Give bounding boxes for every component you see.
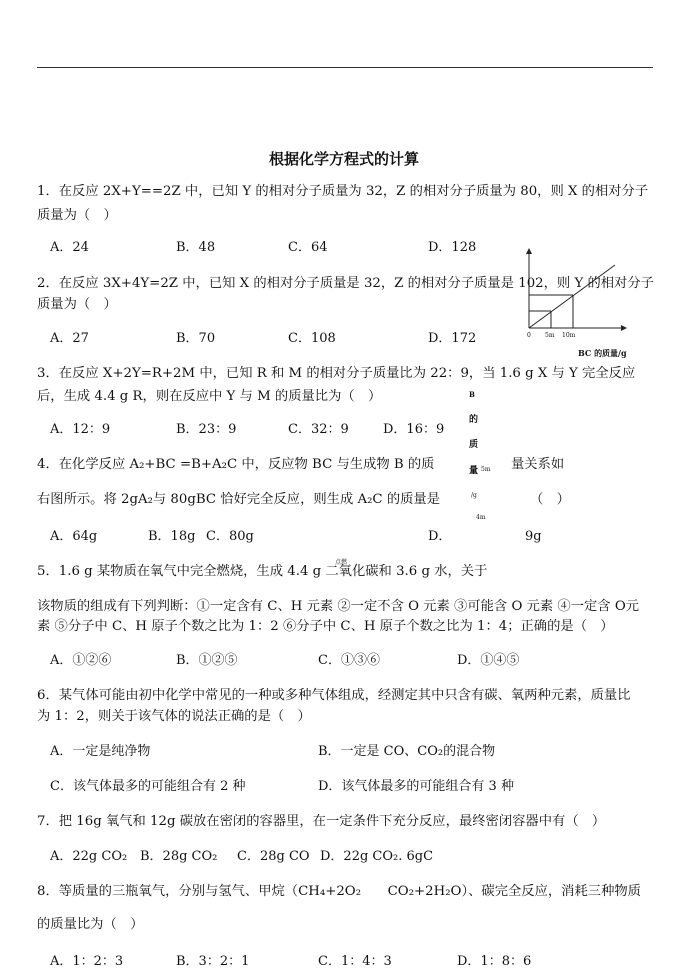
q4-answer-paren: （ ） bbox=[530, 492, 570, 507]
q3-option-d: D．16：9 bbox=[383, 422, 445, 437]
q5-ignite-label: 点燃 bbox=[335, 559, 348, 566]
q4-option-c: C．80g bbox=[206, 529, 254, 544]
q7-line1: 7．把 16g 氧气和 12g 碳放在密闭的容器里，在一定条件下充分反应，最终密闭容器中有（ ） bbox=[37, 814, 606, 829]
q6-line1: 6．某气体可能由初中化学中常见的一种或多种气体组成，经测定其中只含有碳、氧两种元素，质量比 bbox=[37, 688, 631, 703]
q5-line3: 素 ⑤分子中 C、H 原子个数之比为 1：2 ⑥分子中 C、H 原子个数之比为 1：4；正确的是（ ） bbox=[37, 619, 614, 634]
q2-line1: 2．在反应 3X+4Y=2Z 中，已知 X 的相对分子质量是 32，Z 的相对分子质量是 102，则 Y 的相对分子 bbox=[37, 276, 654, 291]
q4-line1-end: 量关系如 bbox=[511, 457, 565, 472]
graph-y-label-3: 质 bbox=[469, 440, 479, 450]
q5-option-c: C．①③⑥ bbox=[318, 653, 380, 668]
q7-option-b: B．28g CO₂ bbox=[140, 849, 218, 864]
q1-option-b: B．48 bbox=[176, 240, 216, 255]
q2-line2: 质量为（ ） bbox=[37, 297, 117, 312]
graph-xtick-0: 0 bbox=[527, 332, 531, 339]
q2-option-d: D．172 bbox=[428, 331, 477, 346]
q2-option-b: B．70 bbox=[176, 331, 216, 346]
q3-line1: 3．在反应 X+2Y=R+2M 中，已知 R 和 M 的相对分子质量比为 22：9，当 1.6 g X 与 Y 完全反应 bbox=[37, 366, 636, 381]
q2-option-a: A．27 bbox=[50, 331, 89, 346]
q8-line1: 8．等质量的三瓶氧气，分别与氢气、甲烷（CH₄+2O₂ CO₂+2H₂O）、碳完全反应，消耗三种物质 bbox=[37, 884, 641, 899]
q3-option-b: B．23：9 bbox=[176, 422, 237, 437]
q3-option-c: C．32：9 bbox=[288, 422, 349, 437]
q6-option-c: C．该气体最多的可能组合有 2 种 bbox=[50, 779, 246, 794]
q8-line2: 的质量比为（ ） bbox=[37, 917, 144, 932]
q3-option-a: A．12：9 bbox=[50, 422, 111, 437]
q2-option-c: C．108 bbox=[288, 331, 336, 346]
graph-y-unit: /g bbox=[471, 492, 477, 499]
q5-option-b: B．①②⑤ bbox=[176, 653, 238, 668]
q8-option-d: D．1：8：6 bbox=[457, 954, 532, 969]
mass-relation-graph bbox=[515, 245, 635, 340]
graph-xtick-10m: 10m bbox=[562, 332, 576, 339]
q4-option-b: B．18g bbox=[148, 529, 196, 544]
q4-option-d-value: 9g bbox=[525, 529, 542, 544]
q3-line2: 后，生成 4.4 g R，则在反应中 Y 与 M 的质量比为（ ） bbox=[37, 389, 382, 404]
q5-line1: 5．1.6 g 某物质在氧气中完全燃烧，生成 4.4 g 二氧化碳和 3.6 g 水，关于 bbox=[37, 564, 488, 579]
q1-line1: 1．在反应 2X+Y==2Z 中，已知 Y 的相对分子质量为 32，Z 的相对分子质量为 80，则 X 的相对分子 bbox=[37, 184, 649, 199]
q7-option-c: C．28g CO bbox=[237, 849, 310, 864]
graph-x-axis-label: BC 的质量/g bbox=[578, 348, 627, 358]
q1-option-c: C．64 bbox=[288, 240, 328, 255]
q4-option-d: D． bbox=[428, 529, 452, 544]
q5-option-a: A．①②⑥ bbox=[50, 653, 112, 668]
q6-option-d: D．该气体最多的可能组合有 3 种 bbox=[318, 779, 514, 794]
q5-option-d: D．①④⑤ bbox=[457, 653, 520, 668]
q8-option-b: B．3：2：1 bbox=[176, 954, 250, 969]
q6-line2: 为 1：2，则关于该气体的说法正确的是（ ） bbox=[37, 709, 311, 724]
q1-option-d: D．128 bbox=[428, 240, 477, 255]
graph-y-label-4: 量 bbox=[469, 466, 479, 476]
q4-option-a: A．64g bbox=[50, 529, 98, 544]
q1-option-a: A．24 bbox=[50, 240, 89, 255]
q5-line2: 该物质的组成有下列判断：①一定含有 C、H 元素 ②一定不含 O 元素 ③可能含 O 元素 ④一定含 O元 bbox=[37, 599, 640, 614]
page-title: 根据化学方程式的计算 bbox=[268, 150, 419, 168]
graph-ytick-4m: 4m bbox=[476, 514, 486, 521]
header-rule bbox=[37, 67, 653, 68]
q6-option-a: A．一定是纯净物 bbox=[50, 744, 151, 759]
q6-option-b: B．一定是 CO、CO₂的混合物 bbox=[318, 744, 496, 759]
q8-option-a: A．1：2：3 bbox=[50, 954, 124, 969]
q4-line1: 4．在化学反应 A₂+BC =B+A₂C 中，反应物 BC 与生成物 B 的质 bbox=[37, 457, 435, 472]
graph-y-label-2: 的 bbox=[469, 415, 479, 425]
graph-ytick-5m: 5m bbox=[481, 466, 491, 473]
q8-option-c: C．1：4：3 bbox=[318, 954, 392, 969]
q4-line2: 右图所示。将 2gA₂与 80gBC 恰好完全反应，则生成 A₂C 的质量是 bbox=[37, 492, 441, 507]
graph-y-label-1: B bbox=[469, 390, 475, 399]
q7-option-d: D．22g CO₂. 6gC bbox=[320, 849, 434, 864]
q1-line2: 质量为（ ） bbox=[37, 208, 117, 223]
graph-xtick-5m: 5m bbox=[545, 332, 555, 339]
q7-option-a: A．22g CO₂ bbox=[50, 849, 128, 864]
